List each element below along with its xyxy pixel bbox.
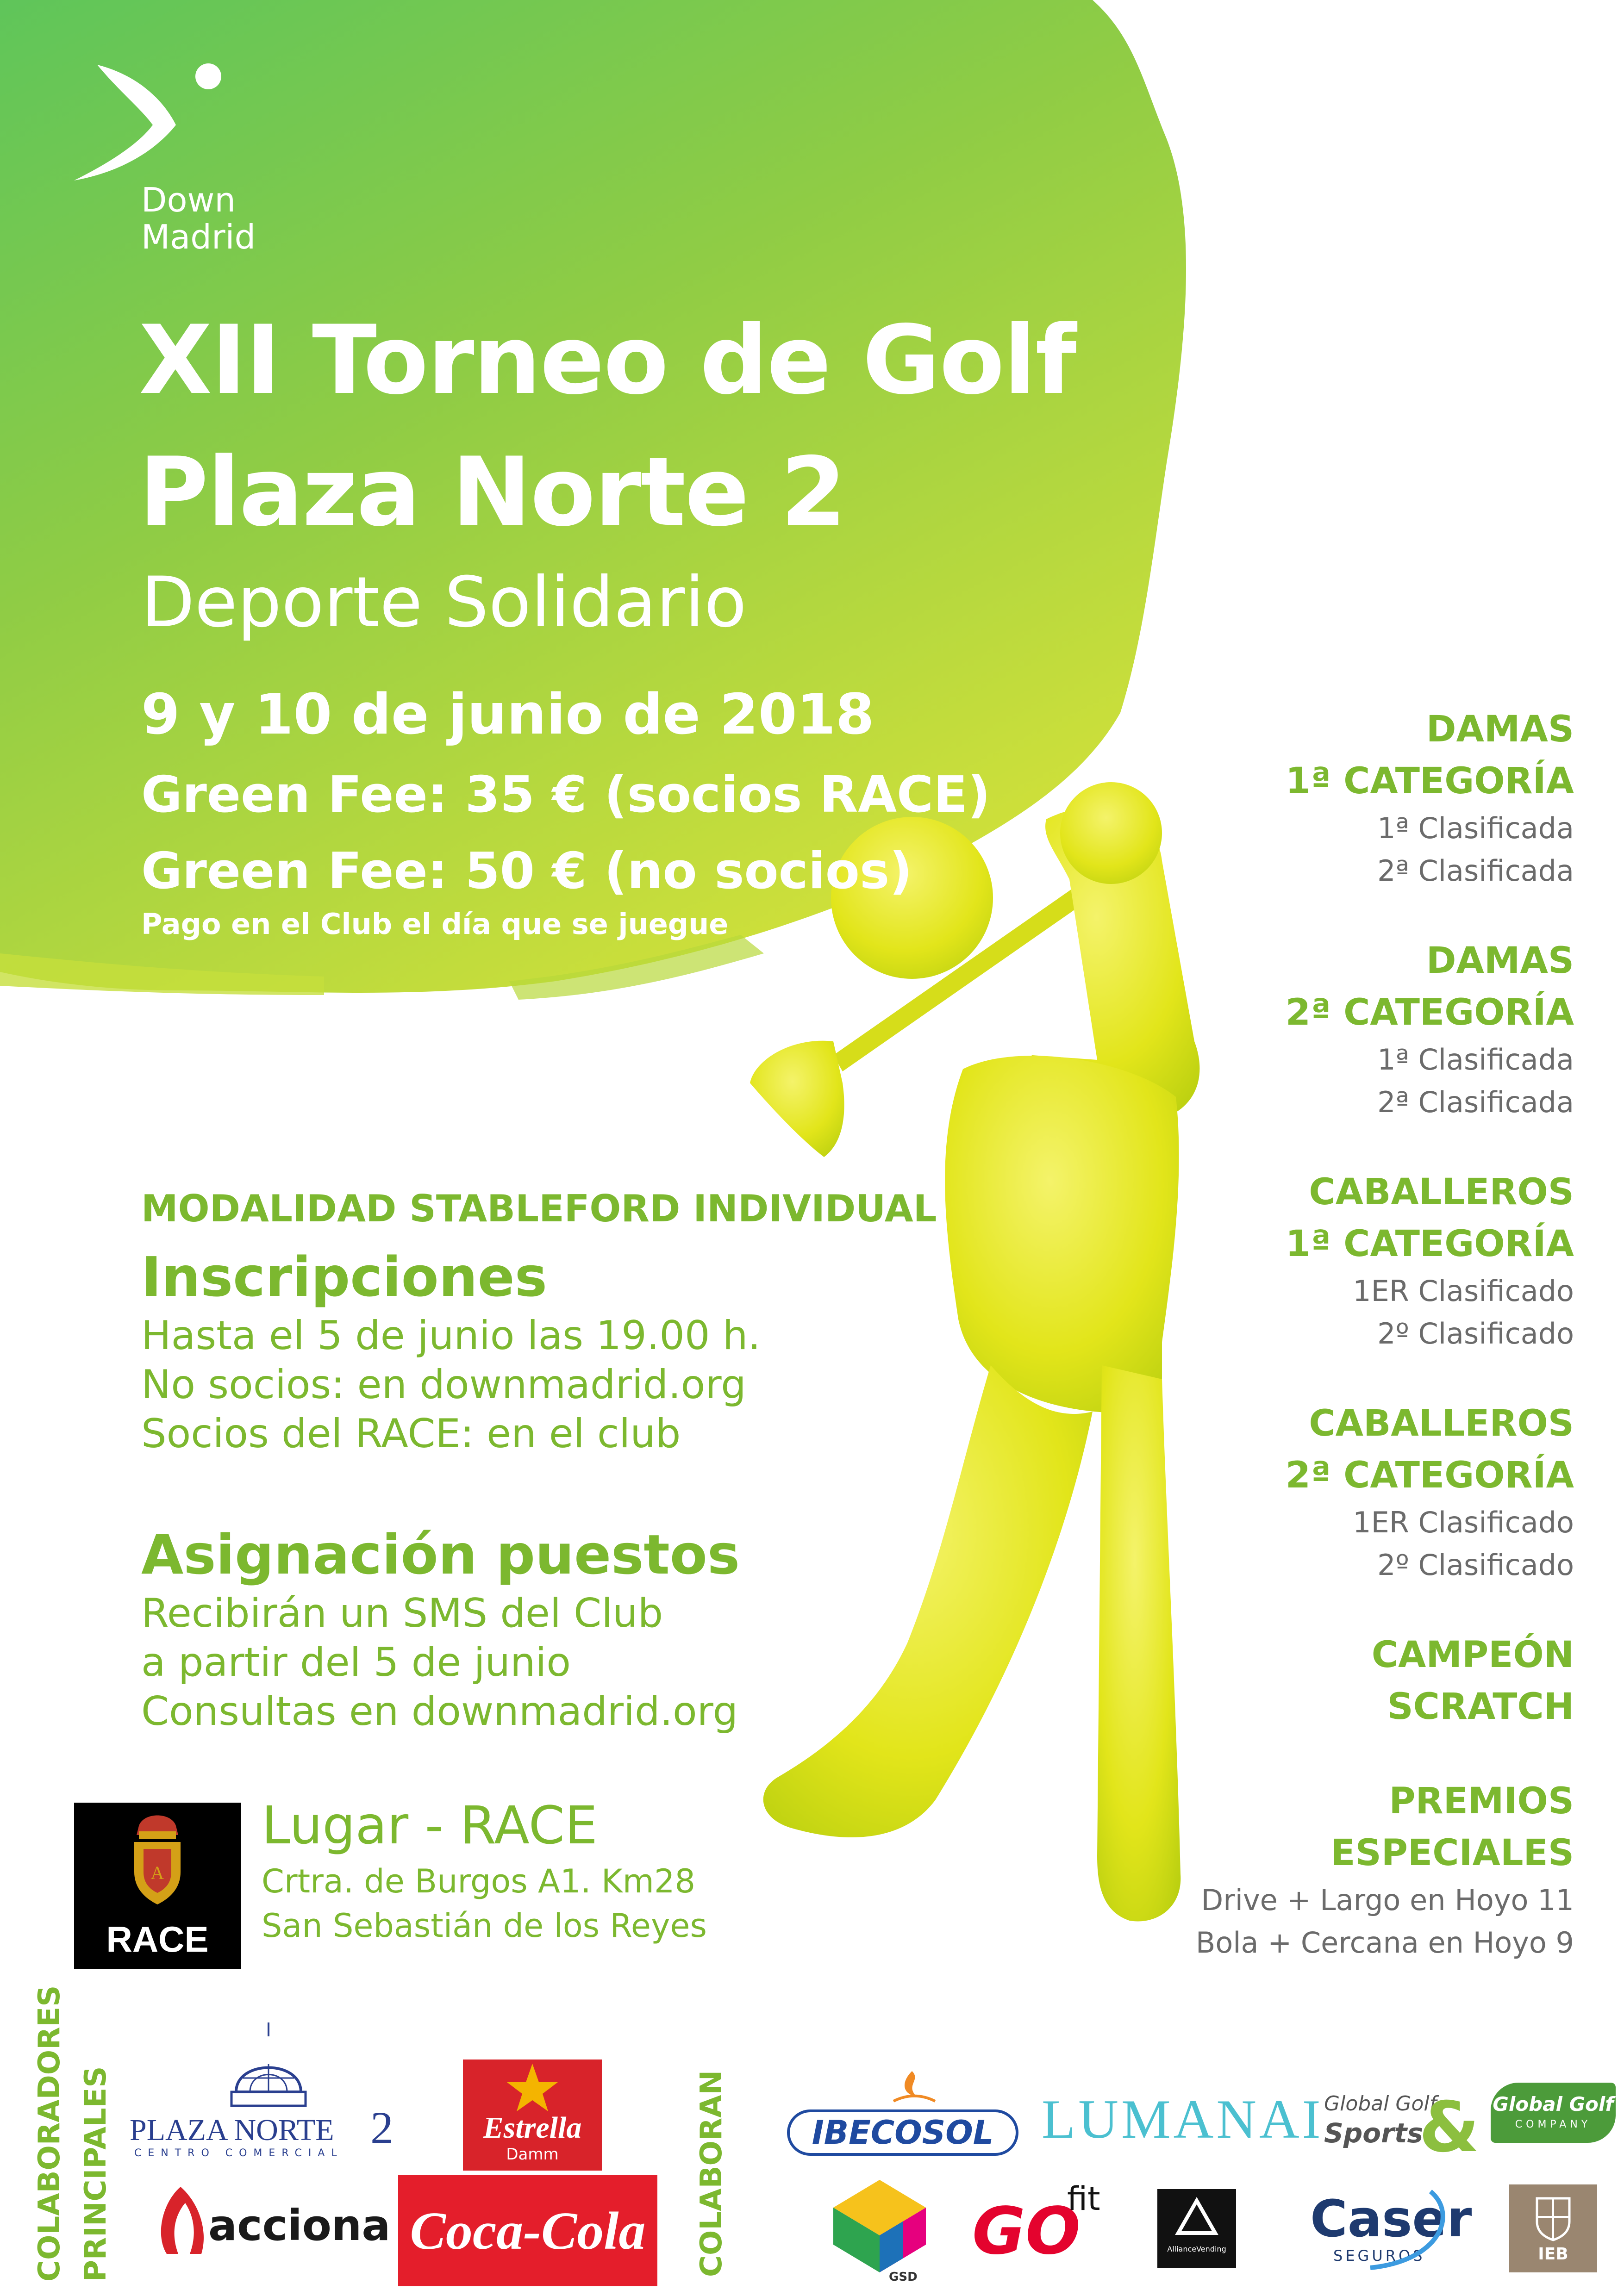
- category-block: [1111, 1629, 1574, 1733]
- fee-non-members: Green Fee: 50 € (no socios): [141, 842, 912, 900]
- caser-sub: SEGUROS: [1333, 2247, 1425, 2265]
- assignment-line: Consultas en downmadrid.org: [141, 1688, 738, 1735]
- ieb-name: IEB: [1538, 2245, 1568, 2264]
- category-prize: 1ª Clasificada: [1377, 1043, 1574, 1076]
- category-prize: 1ER Clasificado: [1353, 1506, 1574, 1539]
- registration-heading: Inscripciones: [141, 1245, 547, 1309]
- assignment-line: a partir del 5 de junio: [141, 1639, 571, 1686]
- category-prize: Bola + Cercana en Hoyo 9: [1195, 1926, 1574, 1960]
- race-logo-text: RACE: [106, 1919, 209, 1960]
- plaza-norte-logo: [130, 2022, 426, 2161]
- fee-members: Green Fee: 35 € (socios RACE): [141, 766, 991, 824]
- registration-line: Hasta el 5 de junio las 19.00 h.: [141, 1313, 761, 1359]
- category-prize: 1ª Clasificada: [1377, 811, 1574, 845]
- alliance-name: AllianceVending: [1167, 2245, 1226, 2253]
- main-sponsors-label-2: PRINCIPALES: [79, 2066, 113, 2282]
- plaza-norte-number: 2: [370, 2102, 394, 2153]
- category-prize: 1ER Clasificado: [1353, 1274, 1574, 1308]
- registration-line: Socios del RACE: en el club: [141, 1411, 681, 1457]
- gofit-logo: [972, 2180, 1120, 2272]
- venue-heading: Lugar - RACE: [262, 1796, 598, 1856]
- subtitle: Deporte Solidario: [141, 562, 747, 643]
- ieb-logo: [1509, 2184, 1597, 2272]
- category-subtitle: SCRATCH: [1387, 1686, 1574, 1728]
- global-golf-text: Global Golf: [1324, 2092, 1437, 2116]
- assignment-line: Recibirán un SMS del Club: [141, 1590, 663, 1636]
- global-golf-sports-logo: [1324, 2083, 1481, 2168]
- svg-text:A: A: [150, 1862, 164, 1883]
- main-sponsors-label-1: COLABORADORES: [32, 1985, 67, 2282]
- lumanai-name: LUMANAI: [1042, 2088, 1324, 2150]
- assignment-heading: Asignación puestos: [141, 1523, 740, 1587]
- category-title: DAMAS: [1426, 709, 1574, 750]
- category-subtitle: 1ª CATEGORÍA: [1285, 1223, 1574, 1265]
- flame-icon: [884, 2069, 940, 2106]
- cocacola-name: Coca-Cola: [410, 2202, 646, 2261]
- assignment-section: [141, 1523, 740, 1735]
- global-golf-company-sub: COMPANY: [1515, 2119, 1592, 2130]
- category-prize: 2ª Clasificada: [1377, 854, 1574, 888]
- gsd-name: GSD: [889, 2270, 918, 2284]
- caser-swoosh-icon: [1301, 2182, 1458, 2275]
- category-subtitle: 1ª CATEGORÍA: [1285, 760, 1574, 802]
- gsd-cube-icon: [824, 2175, 935, 2277]
- race-crest-icon: [74, 1803, 241, 1914]
- plaza-norte-name: PLAZA NORTE: [130, 2113, 334, 2147]
- categories-list: [1111, 703, 1574, 2007]
- category-title: CABALLEROS: [1309, 1403, 1574, 1444]
- registration-line: No socios: en downmadrid.org: [141, 1362, 746, 1408]
- category-block: [1111, 1398, 1574, 1587]
- category-subtitle: 2ª CATEGORÍA: [1285, 992, 1574, 1033]
- category-block: [1111, 1166, 1574, 1355]
- category-prize: 2º Clasificado: [1377, 1317, 1574, 1350]
- caser-logo: [1301, 2182, 1472, 2275]
- gsd-logo: [824, 2175, 935, 2286]
- ibecosol-logo: [787, 2069, 1018, 2161]
- registration-section: [141, 1245, 761, 1457]
- estrella-name: Estrella: [483, 2111, 582, 2145]
- category-subtitle: ESPECIALES: [1330, 1832, 1574, 1874]
- caser-name: Caser: [1310, 2189, 1472, 2248]
- ampersand: &: [1419, 2087, 1480, 2168]
- event-date: 9 y 10 de junio de 2018: [141, 683, 874, 747]
- ieb-crest-icon: [1509, 2184, 1597, 2245]
- star-icon: [505, 2061, 560, 2112]
- venue-line: Crtra. de Burgos A1. Km28: [262, 1862, 696, 1900]
- category-title: CAMPEÓN: [1371, 1634, 1574, 1676]
- category-title: CABALLEROS: [1309, 1171, 1574, 1213]
- dome-icon: [222, 2022, 315, 2110]
- global-golf-company-logo: [1491, 2083, 1616, 2143]
- category-title: PREMIOS: [1389, 1780, 1574, 1822]
- venue-line: San Sebastián de los Reyes: [262, 1907, 707, 1945]
- acciona-leaf-icon: [153, 2184, 208, 2259]
- category-block: [1111, 703, 1574, 892]
- title-line-1: XII Torneo de Golf: [139, 305, 1076, 416]
- category-title: DAMAS: [1426, 940, 1574, 982]
- modality: MODALIDAD STABLEFORD INDIVIDUAL: [141, 1187, 937, 1230]
- plaza-norte-sub: CENTRO COMERCIAL: [134, 2147, 344, 2159]
- estrella-sub: Damm: [506, 2145, 559, 2164]
- alliance-vending-logo: [1157, 2189, 1236, 2268]
- gofit-fit: fit: [1067, 2180, 1100, 2218]
- venue-section: [262, 1796, 707, 1945]
- secondary-sponsors-label: COLABORAN: [694, 2070, 729, 2277]
- estrella-damm-logo: [463, 2060, 602, 2171]
- category-block: [1111, 935, 1574, 1124]
- race-logo: [74, 1803, 241, 1969]
- down-madrid-icon: [69, 56, 227, 190]
- alliance-icon: [1157, 2189, 1236, 2245]
- category-prize: 2º Clasificado: [1377, 1548, 1574, 1582]
- gofit-go: GO: [972, 2194, 1081, 2269]
- title-line-2: Plaza Norte 2: [139, 437, 846, 548]
- ibecosol-name: IBECOSOL: [787, 2109, 1018, 2156]
- acciona-logo: [153, 2184, 394, 2268]
- down-madrid-name-2: Madrid: [141, 218, 256, 256]
- global-golf-sports-text: Sports: [1324, 2117, 1423, 2149]
- acciona-name: acciona: [208, 2201, 391, 2250]
- payment-note: Pago en el Club el día que se juegue: [141, 907, 729, 941]
- category-prize: 2ª Clasificada: [1377, 1085, 1574, 1119]
- category-prize: Drive + Largo en Hoyo 11: [1201, 1883, 1574, 1917]
- down-madrid-logo: [69, 56, 256, 268]
- global-golf-company-name: Global Golf: [1493, 2093, 1614, 2116]
- category-block: [1111, 1775, 1574, 1964]
- category-subtitle: 2ª CATEGORÍA: [1285, 1455, 1574, 1496]
- cocacola-logo: [398, 2175, 657, 2286]
- down-madrid-name-1: Down: [141, 180, 236, 219]
